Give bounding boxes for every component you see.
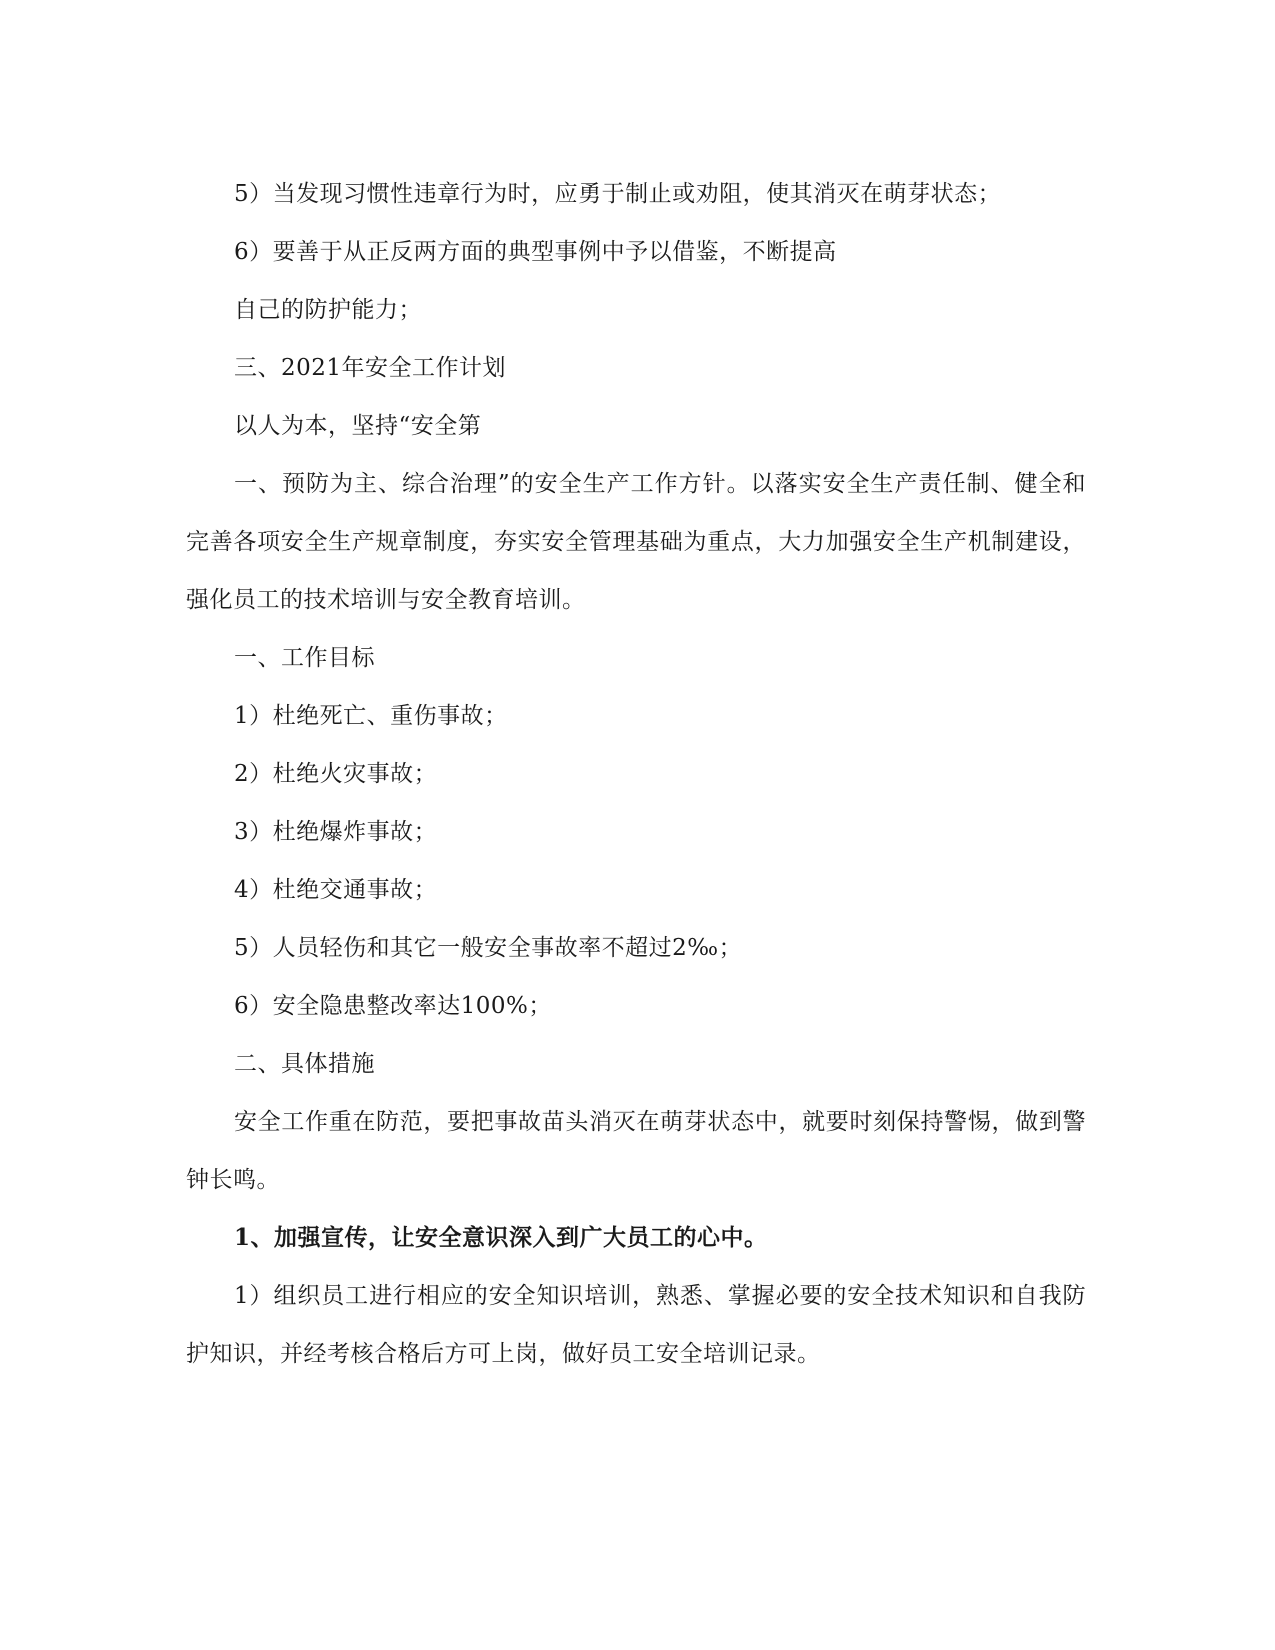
goal-item-4: 4）杜绝交通事故； bbox=[234, 877, 438, 903]
goal-item-5: 5）人员轻伤和其它一般安全事故率不超过2‰； bbox=[234, 935, 743, 961]
paragraph-principle-start: 以人为本，坚持“安全第 bbox=[234, 413, 482, 439]
subheading-publicity: 1、加强宣传，让安全意识深入到广大员工的心中。 bbox=[234, 1224, 768, 1251]
paragraph-item-5: 5）当发现习惯性违章行为时，应勇于制止或劝阻，使其消灭在萌芽状态； bbox=[234, 181, 1002, 207]
goal-item-1: 1）杜绝死亡、重伤事故； bbox=[234, 703, 508, 729]
section-heading-plan: 三、2021年安全工作计划 bbox=[234, 355, 507, 381]
goal-item-6: 6）安全隐患整改率达100%； bbox=[234, 993, 552, 1019]
paragraph-item-6: 6）要善于从正反两方面的典型事例中予以借鉴，不断提高 bbox=[234, 239, 837, 265]
goal-item-2: 2）杜绝火灾事故； bbox=[234, 761, 438, 787]
paragraph-principle: 一、预防为主、综合治理”的安全生产工作方针。以落实安全生产责任制、健全和完善各项安全生产规章制度，夯实安全管理基础为重点，大力加强安全生产机制建设，强化员工的技术培训与安全教育培训。 bbox=[186, 471, 1086, 613]
heading-measures: 二、具体措施 bbox=[234, 1051, 375, 1077]
heading-work-goals: 一、工作目标 bbox=[234, 645, 375, 671]
paragraph-continuation: 自己的防护能力； bbox=[234, 297, 422, 323]
paragraph-prevention: 安全工作重在防范，要把事故苗头消灭在萌芽状态中，就要时刻保持警惕，做到警钟长鸣。 bbox=[186, 1109, 1086, 1193]
measure-item-1: 1）组织员工进行相应的安全知识培训，熟悉、掌握必要的安全技术知识和自我防护知识，并经考核合格后方可上岗，做好员工安全培训记录。 bbox=[186, 1283, 1086, 1367]
goal-item-3: 3）杜绝爆炸事故； bbox=[234, 819, 438, 845]
document-body bbox=[186, 165, 1086, 1383]
